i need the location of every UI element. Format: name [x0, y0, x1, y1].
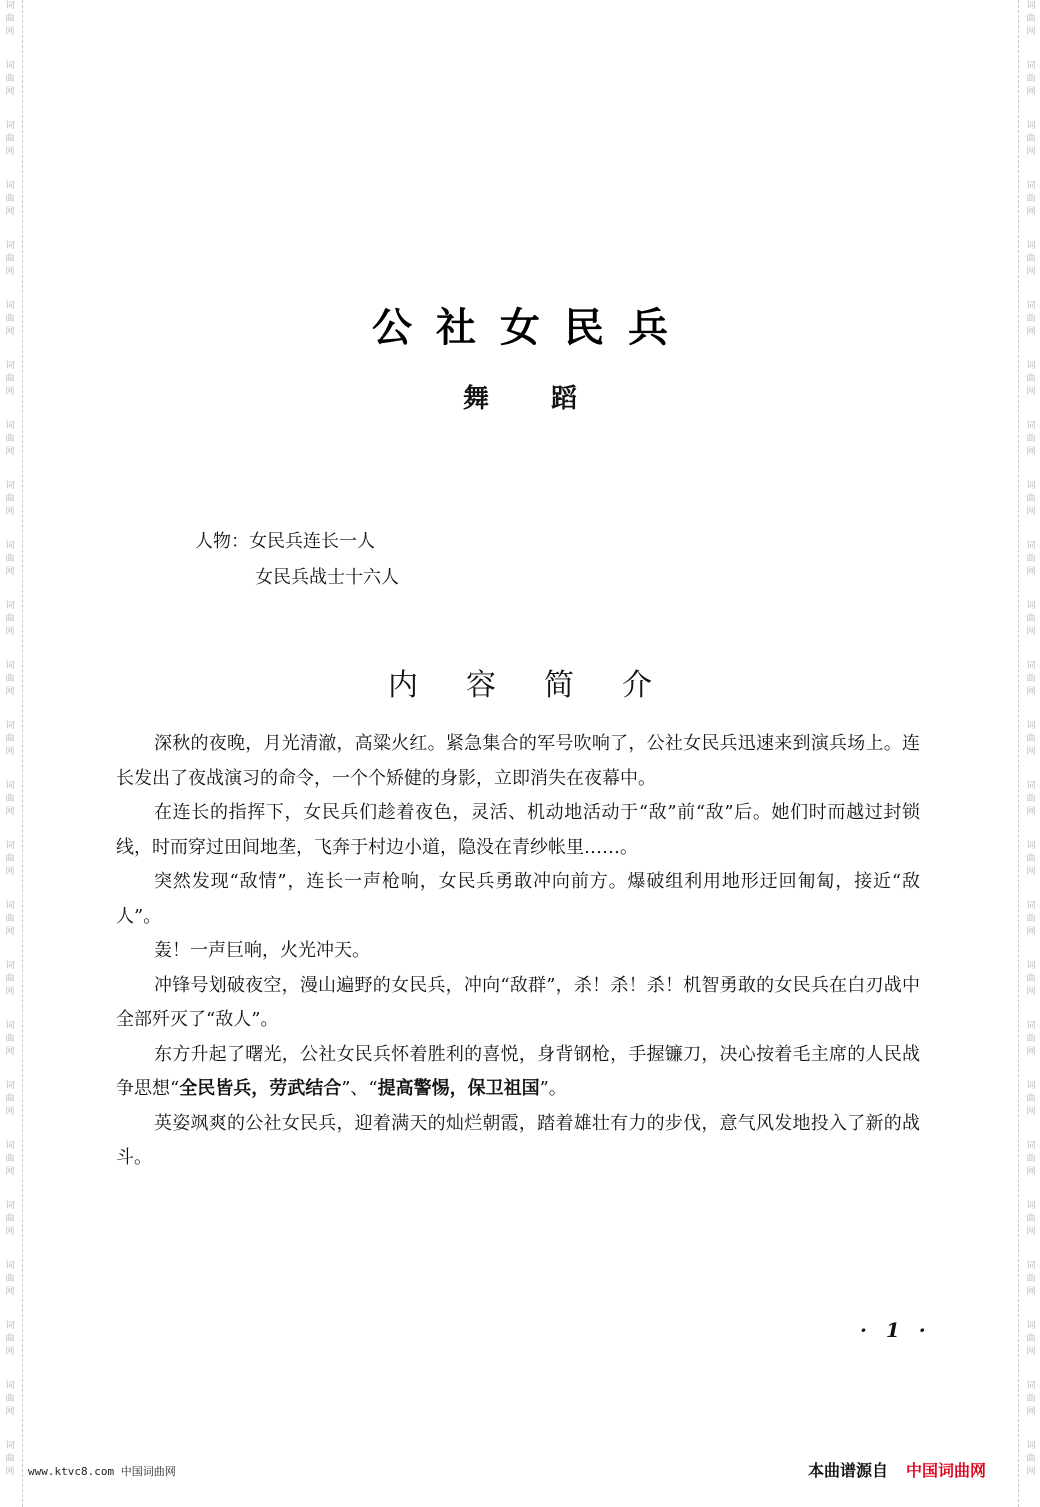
- edge-watermark-mark: 词 曲 网: [1026, 301, 1036, 337]
- synopsis-paragraph: [116, 1038, 920, 1107]
- edge-watermark-mark: 词 曲 网: [1026, 541, 1036, 577]
- edge-watermark-mark: 词 曲 网: [5, 121, 15, 157]
- left-margin-line: [22, 0, 23, 1507]
- p6-mid: ”、“: [341, 1078, 378, 1099]
- slogan-1: 全民皆兵，劳武结合: [179, 1078, 342, 1099]
- edge-watermark-mark: 词 曲 网: [5, 721, 15, 757]
- edge-watermark-mark: 词 曲 网: [5, 61, 15, 97]
- edge-watermark-mark: 词 曲 网: [5, 1441, 15, 1477]
- right-margin-line: [1018, 0, 1019, 1507]
- edge-watermark-mark: 词 曲 网: [5, 781, 15, 817]
- synopsis-body: [116, 727, 920, 1176]
- edge-watermark-mark: 词 曲 网: [5, 1021, 15, 1057]
- edge-watermark-mark: 词 曲 网: [5, 1081, 15, 1117]
- edge-watermark-mark: 词 曲 网: [5, 841, 15, 877]
- slogan-2: 提高警惕，保卫祖国: [377, 1078, 540, 1099]
- edge-watermark-mark: 词 曲 网: [1026, 121, 1036, 157]
- edge-watermark-mark: 词 曲 网: [1026, 1441, 1036, 1477]
- edge-watermark-mark: 词 曲 网: [5, 1, 15, 37]
- character-1: 女民兵连长一人: [249, 531, 375, 552]
- edge-watermark-mark: 词 曲 网: [5, 481, 15, 517]
- footer-watermark-right: [808, 1458, 986, 1481]
- page-subtitle: 舞蹈: [462, 384, 639, 414]
- edge-watermark-mark: 词 曲 网: [5, 1321, 15, 1357]
- edge-watermark-mark: 词 曲 网: [1026, 241, 1036, 277]
- edge-watermark-mark: 词 曲 网: [1026, 961, 1036, 997]
- edge-watermark-mark: 词 曲 网: [1026, 601, 1036, 637]
- edge-watermark-mark: 词 曲 网: [1026, 361, 1036, 397]
- edge-watermark-mark: 词 曲 网: [5, 541, 15, 577]
- characters-list: [195, 524, 399, 596]
- edge-watermark-mark: 词 曲 网: [5, 361, 15, 397]
- edge-watermark-mark: 词 曲 网: [1026, 1321, 1036, 1357]
- footer-source-label: 本曲谱源自: [808, 1461, 889, 1480]
- synopsis-paragraph: 在连长的指挥下，女民兵们趁着夜色，灵活、机动地活动于“敌”前“敌”后。她们时而越过封锁线，时而穿过田间地垄，飞奔于村边小道，隐没在青纱帐里……。: [116, 802, 920, 858]
- edge-watermark-mark: 词 曲 网: [1026, 181, 1036, 217]
- characters-row-1: [195, 524, 399, 560]
- edge-watermark-mark: 词 曲 网: [5, 901, 15, 937]
- edge-watermark-mark: 词 曲 网: [1026, 1201, 1036, 1237]
- edge-watermark-mark: 词 曲 网: [5, 1141, 15, 1177]
- edge-watermark-mark: 词 曲 网: [1026, 661, 1036, 697]
- edge-watermark-mark: 词 曲 网: [1026, 1261, 1036, 1297]
- edge-watermark-mark: 词 曲 网: [5, 1261, 15, 1297]
- synopsis-heading: 内容简介: [388, 668, 700, 703]
- edge-watermark-mark: 词 曲 网: [5, 1381, 15, 1417]
- edge-watermark-mark: 词 曲 网: [1026, 1021, 1036, 1057]
- edge-watermark-mark: 词 曲 网: [1026, 1141, 1036, 1177]
- edge-watermark-mark: 词 曲 网: [5, 961, 15, 997]
- p6-after: ”。: [539, 1078, 567, 1099]
- edge-watermark-mark: 词 曲 网: [1026, 1381, 1036, 1417]
- synopsis-paragraph: 轰！一声巨响，火光冲天。: [154, 940, 370, 961]
- edge-watermark-mark: 词 曲 网: [5, 241, 15, 277]
- characters-row-2: [195, 560, 399, 596]
- p6-before: 东方升起了曙光，公社女民兵怀着胜利的喜悦，身背钢枪，手握镰刀，决心按着毛主席的人民战争思想“: [116, 1043, 920, 1099]
- edge-watermark-mark: 词 曲 网: [5, 1201, 15, 1237]
- synopsis-paragraph: 深秋的夜晚，月光清澈，高粱火红。紧急集合的军号吹响了，公社女民兵迅速来到演兵场上。连长发出了夜战演习的命令，一个个矫健的身影，立即消失在夜幕中。: [116, 733, 920, 789]
- edge-watermark-mark: 词 曲 网: [1026, 421, 1036, 457]
- footer-watermark-left: www.ktvc8.com 中国词曲网: [28, 1465, 176, 1478]
- edge-watermark-mark: 词 曲 网: [5, 301, 15, 337]
- page-number: · 1 ·: [860, 1318, 932, 1342]
- edge-watermark-mark: 词 曲 网: [1026, 901, 1036, 937]
- characters-label: 人物：: [195, 531, 249, 552]
- edge-watermark-mark: 词 曲 网: [1026, 1, 1036, 37]
- edge-watermark-mark: 词 曲 网: [1026, 781, 1036, 817]
- edge-watermark-mark: 词 曲 网: [1026, 841, 1036, 877]
- edge-watermark-mark: 词 曲 网: [1026, 481, 1036, 517]
- edge-watermark-mark: 词 曲 网: [5, 661, 15, 697]
- edge-watermark-mark: 词 曲 网: [5, 181, 15, 217]
- edge-watermark-mark: 词 曲 网: [1026, 721, 1036, 757]
- synopsis-paragraph: 冲锋号划破夜空，漫山遍野的女民兵，冲向“敌群”，杀！杀！杀！机智勇敢的女民兵在白刃战中全部歼灭了“敌人”。: [116, 974, 920, 1030]
- character-2: 女民兵战士十六人: [255, 567, 399, 588]
- edge-watermark-mark: 词 曲 网: [1026, 61, 1036, 97]
- footer-brand: 中国词曲网: [906, 1461, 987, 1480]
- page-title: 公社女民兵: [372, 304, 692, 351]
- edge-watermark-mark: 词 曲 网: [1026, 1081, 1036, 1117]
- synopsis-paragraph: 英姿飒爽的公社女民兵，迎着满天的灿烂朝霞，踏着雄壮有力的步伐，意气风发地投入了新的战斗。: [116, 1112, 920, 1168]
- edge-watermark-mark: 词 曲 网: [5, 421, 15, 457]
- synopsis-paragraph: 突然发现“敌情”，连长一声枪响，女民兵勇敢冲向前方。爆破组利用地形迂回匍匐，接近“敌人”。: [116, 871, 920, 927]
- edge-watermark-mark: 词 曲 网: [5, 601, 15, 637]
